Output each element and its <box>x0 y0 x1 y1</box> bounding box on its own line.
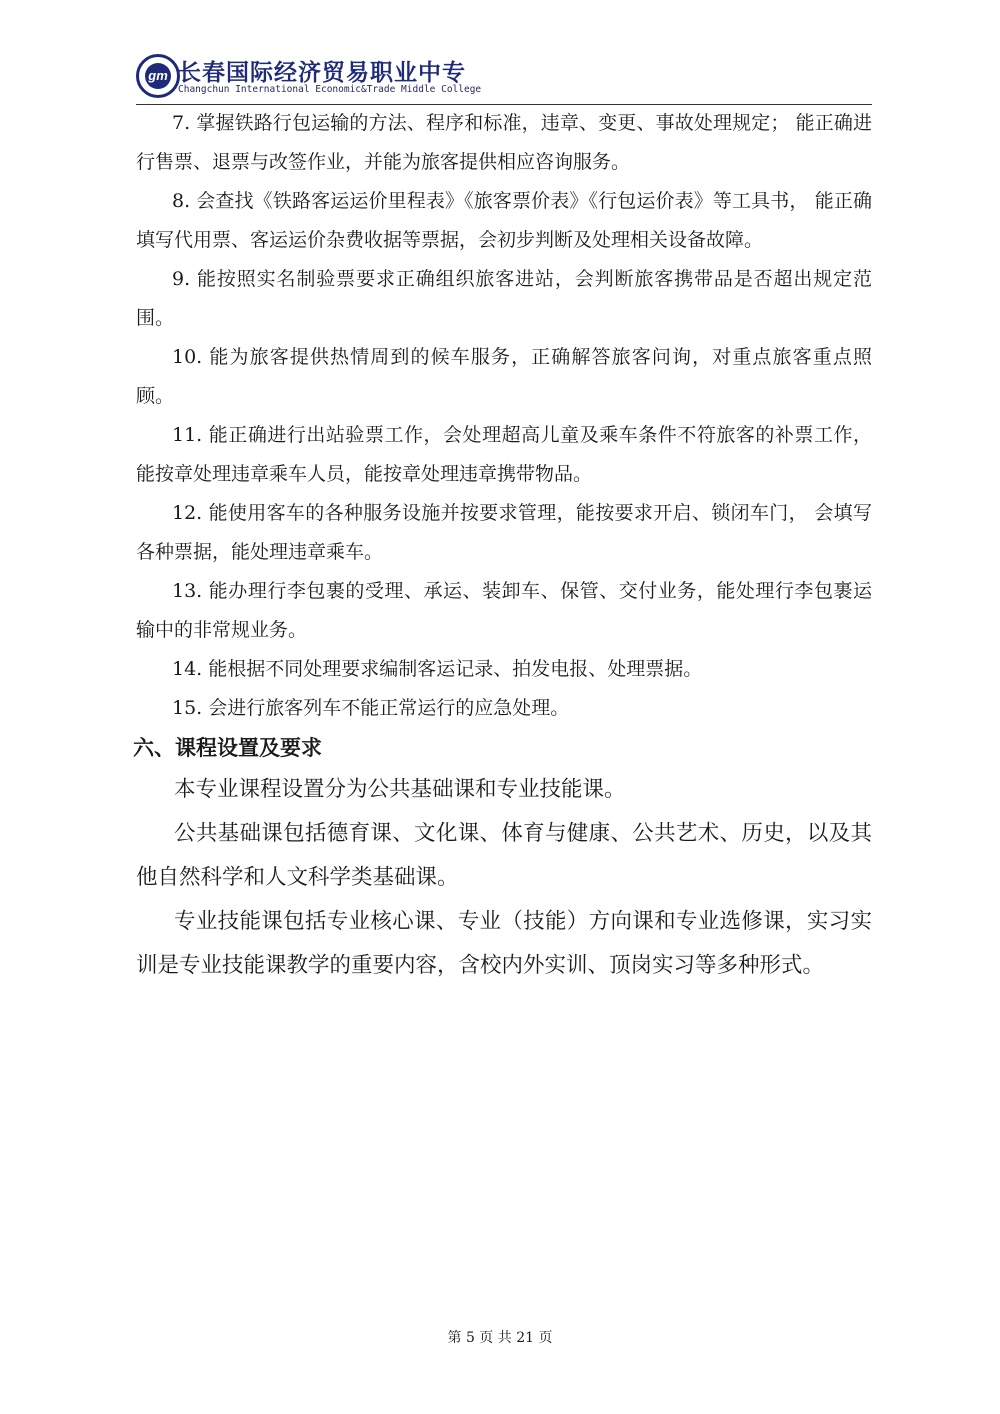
list-item: 14. 能根据不同处理要求编制客运记录、拍发电报、处理票据。 <box>172 658 703 680</box>
list-item: 7. 掌握铁路行包运输的方法、程序和标准，违章、变更、事故处理规定； 能正确进行售票、退票与改签作业，并能为旅客提供相应咨询服务。 <box>136 112 872 173</box>
school-logo <box>136 54 180 98</box>
section-paragraph: 公共基础课包括德育课、文化课、体育与健康、公共艺术、历史，以及其他自然科学和人文科学类基础课。 <box>136 821 872 890</box>
section-heading: 六、课程设置及要求 <box>133 736 322 760</box>
logo-monogram: gm <box>145 63 171 89</box>
page-number: 第 5 页 共 21 页 <box>447 1330 553 1346</box>
list-item: 11. 能正确进行出站验票工作，会处理超高儿童及乘车条件不符旅客的补票工作，能按章处理违章乘车人员，能按章处理违章携带物品。 <box>136 424 872 485</box>
list-item: 12. 能使用客车的各种服务设施并按要求管理，能按要求开启、锁闭车门， 会填写各种票据，能处理违章乘车。 <box>136 502 872 563</box>
page-header <box>136 52 872 104</box>
list-item: 13. 能办理行李包裹的受理、承运、装卸车、保管、交付业务，能处理行李包裹运输中的非常规业务。 <box>136 580 872 641</box>
list-item: 15. 会进行旅客列车不能正常运行的应急处理。 <box>172 697 570 719</box>
school-name-en: Changchun International Economic&Trade Middle College <box>178 84 482 95</box>
document-body <box>133 104 872 988</box>
list-item: 9. 能按照实名制验票要求正确组织旅客进站，会判断旅客携带品是否超出规定范围。 <box>136 268 872 329</box>
school-name-cn: 长春国际经济贸易职业中专 <box>178 60 466 86</box>
list-item: 10. 能为旅客提供热情周到的候车服务，正确解答旅客问询，对重点旅客重点照顾。 <box>136 346 872 407</box>
section-paragraph: 专业技能课包括专业核心课、专业（技能）方向课和专业选修课，实习实训是专业技能课教学的重要内容，含校内外实训、顶岗实习等多种形式。 <box>136 909 872 978</box>
section-paragraph: 本专业课程设置分为公共基础课和专业技能课。 <box>174 777 626 802</box>
list-item: 8. 会查找《铁路客运运价里程表》《旅客票价表》《行包运价表》等工具书， 能正确填写代用票、客运运价杂费收据等票据，会初步判断及处理相关设备故障。 <box>136 190 872 251</box>
